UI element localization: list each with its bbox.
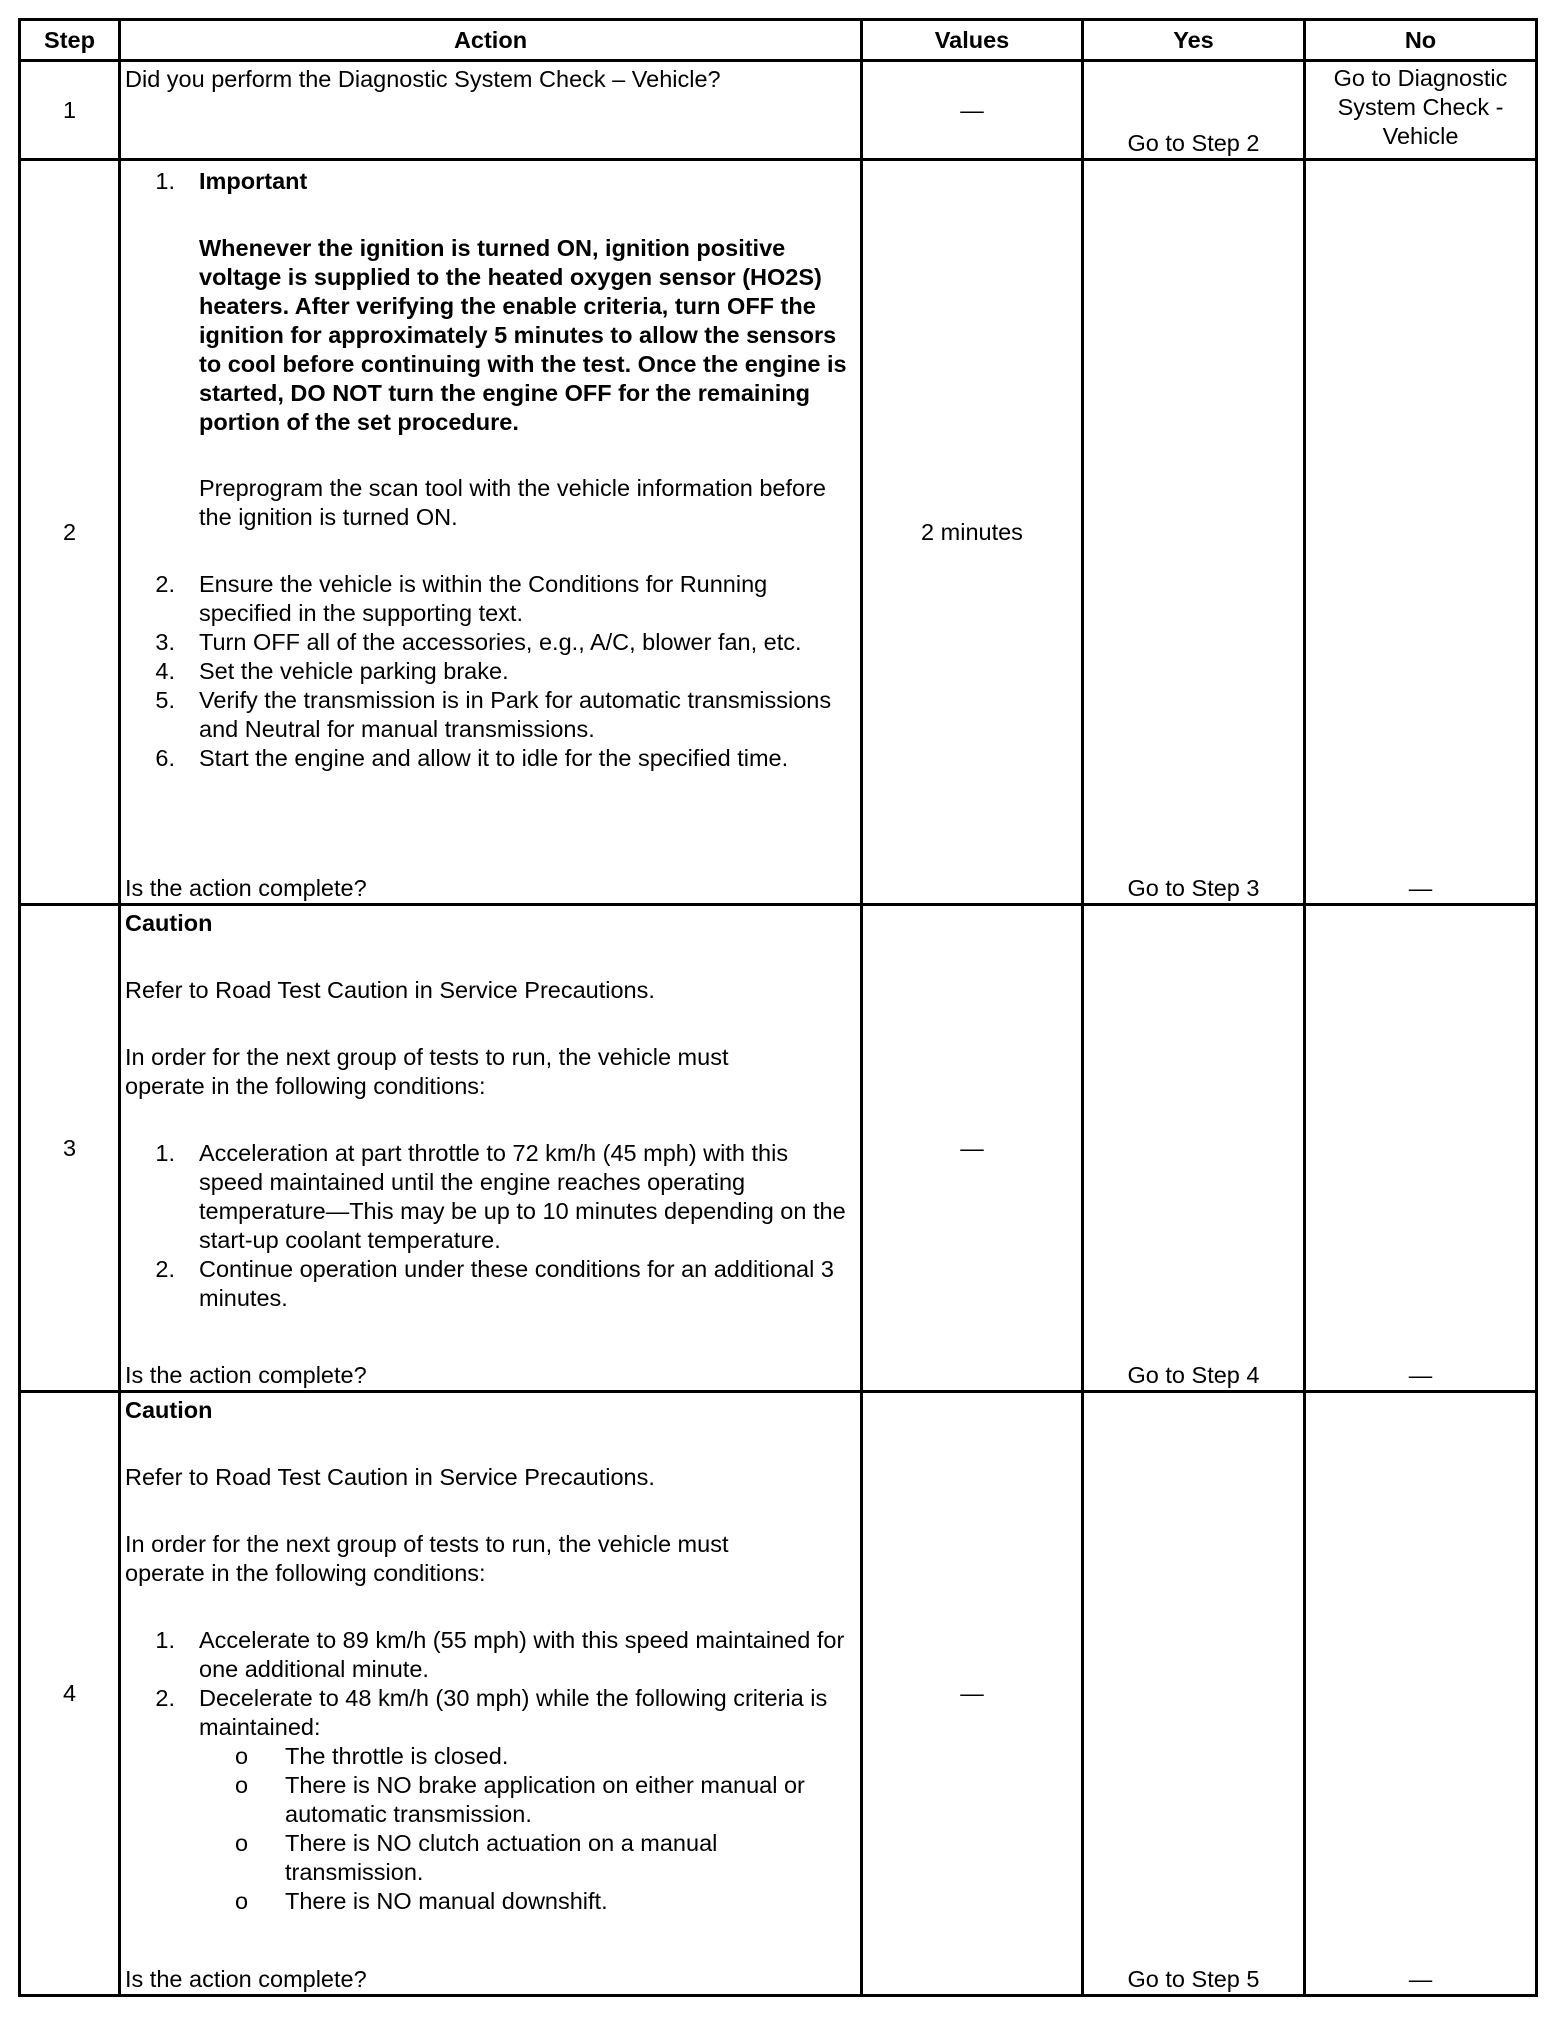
step-number: 3 <box>20 905 120 1392</box>
values-cell: — <box>862 1392 1083 1996</box>
list-item <box>125 167 856 196</box>
action-question: Is the action complete? <box>125 1362 367 1388</box>
list-text: Acceleration at part throttle to 72 km/h (45 mph) with this speed maintained until the engine reaches operating temperature—This may be up to 10 minutes depending on the start-up coolant temperature. <box>199 1140 846 1253</box>
no-link[interactable]: Go to Diagnostic System Check - Vehicle <box>1333 65 1508 149</box>
table-row-step-1 <box>20 61 1537 160</box>
conditions-intro: In order for the next group of tests to run, the vehicle must operate in the following conditions: <box>125 1044 729 1099</box>
action-cell <box>120 905 862 1392</box>
list-item <box>125 1139 856 1255</box>
sub-list-text: There is NO clutch actuation on a manual transmission. <box>285 1830 718 1885</box>
preprogram-text: Preprogram the scan tool with the vehicle information before the ignition is turned ON. <box>199 475 826 530</box>
action-question: Is the action complete? <box>125 875 367 901</box>
action-cell <box>120 61 862 160</box>
caution-reference: Refer to Road Test Caution in Service Precautions. <box>125 977 655 1003</box>
action-cell <box>120 1392 862 1996</box>
yes-link[interactable]: Go to Step 4 <box>1127 1362 1260 1388</box>
list-number: 4. <box>155 658 175 684</box>
no-value: — <box>1408 1966 1433 1992</box>
list-item <box>125 657 856 686</box>
table-row-step-4 <box>20 1392 1537 1996</box>
caution-label: Caution <box>125 1397 213 1423</box>
header-action: Action <box>120 20 862 61</box>
list-number: 3. <box>155 629 175 655</box>
header-step: Step <box>20 20 120 61</box>
header-values: Values <box>862 20 1083 61</box>
yes-cell <box>1083 61 1305 160</box>
yes-cell <box>1083 1392 1305 1996</box>
list-text: Ensure the vehicle is within the Conditions for Running specified in the supporting text. <box>199 571 768 626</box>
sub-list-item <box>125 1771 856 1829</box>
yes-link[interactable]: Go to Step 5 <box>1127 1966 1260 1992</box>
action-question: Is the action complete? <box>125 1966 367 1992</box>
header-row <box>20 20 1537 61</box>
list-item <box>125 1255 856 1313</box>
list-number: 1. <box>155 1140 175 1166</box>
list-item <box>125 570 856 628</box>
list-text: Start the engine and allow it to idle for the specified time. <box>199 745 789 771</box>
list-item <box>125 628 856 657</box>
caution-reference: Refer to Road Test Caution in Service Precautions. <box>125 1464 655 1490</box>
no-value: — <box>1408 1362 1433 1388</box>
important-label: Important <box>199 168 308 194</box>
list-text: Accelerate to 89 km/h (55 mph) with this speed maintained for one additional minute. <box>199 1627 845 1682</box>
list-item <box>125 744 856 773</box>
values-cell: — <box>862 905 1083 1392</box>
bullet-icon: o <box>235 1772 249 1798</box>
step-number: 4 <box>20 1392 120 1996</box>
list-item <box>125 686 856 744</box>
yes-link[interactable]: Go to Step 3 <box>1127 875 1260 901</box>
sub-list-text: There is NO brake application on either manual or automatic transmission. <box>285 1772 805 1827</box>
yes-cell <box>1083 905 1305 1392</box>
sub-list-item <box>125 1887 856 1916</box>
list-text: Decelerate to 48 km/h (30 mph) while the following criteria is maintained: <box>199 1685 828 1740</box>
bullet-icon: o <box>235 1743 249 1769</box>
action-cell <box>120 160 862 905</box>
important-text: Whenever the ignition is turned ON, ignition positive voltage is supplied to the heated oxygen sensor (HO2S) heaters. After verifying the enable criteria, turn OFF the ignition for approximately 5 minutes to allow the sensors to cool before continuing with the test. Once the engine is started, DO NOT turn the engine OFF for the remaining portion of the set procedure. <box>199 235 847 435</box>
diagnostic-table <box>18 18 1538 1997</box>
list-text: Set the vehicle parking brake. <box>199 658 509 684</box>
yes-link[interactable]: Go to Step 2 <box>1127 130 1260 156</box>
list-number: 1. <box>155 168 175 194</box>
bullet-icon: o <box>235 1888 249 1914</box>
list-text: Continue operation under these conditions for an additional 3 minutes. <box>199 1256 834 1311</box>
table-row-step-2 <box>20 160 1537 905</box>
list-number: 2. <box>155 571 175 597</box>
header-yes: Yes <box>1083 20 1305 61</box>
list-number: 5. <box>155 687 175 713</box>
values-cell: — <box>862 61 1083 160</box>
step-number: 1 <box>20 61 120 160</box>
caution-label: Caution <box>125 910 213 936</box>
no-cell <box>1305 160 1537 905</box>
no-cell <box>1305 61 1537 160</box>
sub-list-item <box>125 1742 856 1771</box>
list-item <box>125 1684 856 1742</box>
yes-cell <box>1083 160 1305 905</box>
conditions-intro: In order for the next group of tests to run, the vehicle must operate in the following conditions: <box>125 1531 729 1586</box>
step-number: 2 <box>20 160 120 905</box>
list-text: Verify the transmission is in Park for automatic transmissions and Neutral for manual transmissions. <box>199 687 832 742</box>
list-number: 2. <box>155 1256 175 1282</box>
no-value: — <box>1408 875 1433 901</box>
sub-list-item <box>125 1829 856 1887</box>
action-question: Did you perform the Diagnostic System Check – Vehicle? <box>125 66 721 92</box>
no-cell <box>1305 905 1537 1392</box>
list-number: 2. <box>155 1685 175 1711</box>
sub-list-text: There is NO manual downshift. <box>285 1888 608 1914</box>
table-row-step-3 <box>20 905 1537 1392</box>
list-number: 1. <box>155 1627 175 1653</box>
sub-list-text: The throttle is closed. <box>285 1743 509 1769</box>
list-text: Turn OFF all of the accessories, e.g., A/C, blower fan, etc. <box>199 629 802 655</box>
list-item <box>125 1626 856 1684</box>
bullet-icon: o <box>235 1830 249 1856</box>
header-no: No <box>1305 20 1537 61</box>
no-cell <box>1305 1392 1537 1996</box>
list-number: 6. <box>155 745 175 771</box>
values-cell: 2 minutes <box>862 160 1083 905</box>
